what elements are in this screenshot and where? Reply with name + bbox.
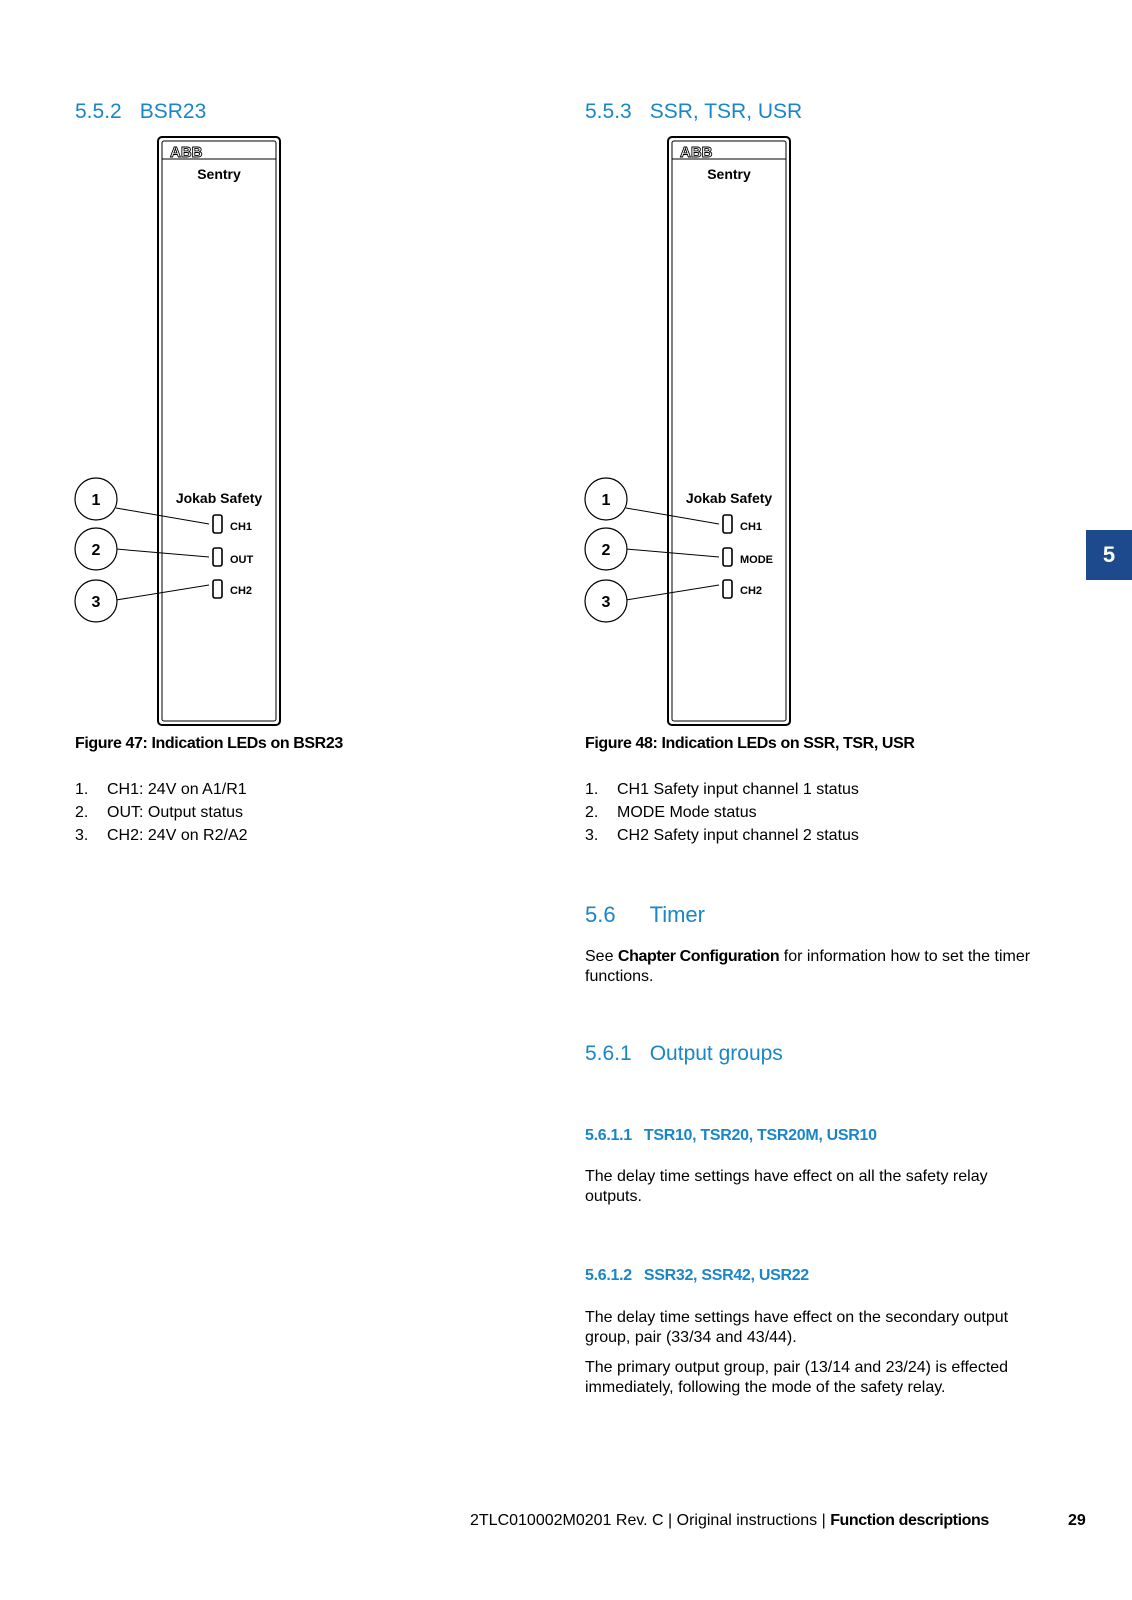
section-heading-5-5-3 bbox=[585, 100, 802, 124]
led-ch2-label: CH2 bbox=[740, 585, 763, 597]
page-number: 29 bbox=[1068, 1512, 1086, 1529]
led-ch1-label: CH1 bbox=[230, 521, 253, 533]
timer-text-post: for information how to set the timer functions. bbox=[585, 948, 1031, 985]
sub2-paragraph-2: The primary output group, pair (13/14 and 23/24) is effected immediately, following the mode of the safety relay. bbox=[585, 1359, 1009, 1396]
list-text: OUT: Output status bbox=[107, 804, 244, 821]
led-ch1 bbox=[213, 515, 222, 533]
led-mode bbox=[723, 548, 732, 566]
sub1-paragraph: The delay time settings have effect on all the safety relay outputs. bbox=[585, 1168, 988, 1205]
list-number: 2. bbox=[75, 804, 89, 821]
figure-47-caption: Figure 47: Indication LEDs on BSR23 bbox=[75, 735, 343, 752]
list-text: CH1 Safety input channel 1 status bbox=[617, 781, 859, 798]
ssr-tsr-usr-led-list bbox=[585, 778, 859, 847]
list-text: CH2: 24V on R2/A2 bbox=[107, 827, 248, 844]
led-ch2 bbox=[213, 580, 222, 598]
heading-number: 5.6.1 bbox=[585, 1042, 632, 1065]
list-item bbox=[75, 778, 248, 801]
heading-title: TSR10, TSR20, TSR20M, USR10 bbox=[643, 1127, 877, 1144]
heading-title: BSR23 bbox=[139, 100, 207, 123]
abb-logo: ABB bbox=[170, 144, 203, 161]
timer-text-pre: See bbox=[585, 948, 618, 965]
figure-48-caption: Figure 48: Indication LEDs on SSR, TSR, USR bbox=[585, 735, 915, 752]
heading-number: 5.5.3 bbox=[585, 100, 632, 123]
callout-number-2: 2 bbox=[91, 542, 101, 559]
relay-housing bbox=[158, 137, 280, 725]
list-item bbox=[585, 778, 859, 801]
timer-paragraph bbox=[585, 947, 1065, 987]
list-text: CH2 Safety input channel 2 status bbox=[617, 827, 859, 844]
list-item bbox=[75, 801, 248, 824]
sentry-label: Sentry bbox=[707, 166, 751, 182]
led-ch1-label: CH1 bbox=[740, 521, 763, 533]
heading-title: SSR, TSR, USR bbox=[649, 100, 803, 123]
chapter-tab: 5 bbox=[1086, 530, 1132, 580]
list-number: 3. bbox=[585, 827, 599, 844]
callout-number-3: 3 bbox=[601, 594, 611, 611]
list-number: 2. bbox=[585, 804, 599, 821]
heading-number: 5.6.1.1 bbox=[585, 1127, 632, 1144]
sentry-label: Sentry bbox=[197, 166, 241, 182]
heading-number: 5.6 bbox=[585, 902, 616, 927]
section-heading-5-5-2 bbox=[75, 100, 206, 124]
section-heading-5-6-1-1 bbox=[585, 1127, 877, 1145]
heading-number: 5.6.1.2 bbox=[585, 1267, 632, 1284]
footer-section: Function descriptions bbox=[830, 1512, 989, 1529]
heading-title: SSR32, SSR42, USR22 bbox=[643, 1267, 809, 1284]
footer-doc-ref: 2TLC010002M0201 Rev. C | Original instructions | bbox=[470, 1512, 831, 1529]
list-text: CH1: 24V on A1/R1 bbox=[107, 781, 247, 798]
led-ch2-label: CH2 bbox=[230, 585, 253, 597]
sub2-paragraph-1: The delay time settings have effect on the secondary output group, pair (33/34 and 43/44). bbox=[585, 1309, 1009, 1346]
bsr23-led-diagram bbox=[70, 135, 300, 735]
callout-number-3: 3 bbox=[91, 594, 101, 611]
bsr23-led-list bbox=[75, 778, 248, 847]
section-heading-5-6-1 bbox=[585, 1042, 783, 1066]
relay-housing bbox=[668, 137, 790, 725]
led-ch2 bbox=[723, 580, 732, 598]
page-footer bbox=[470, 1512, 989, 1530]
jokab-safety-label: Jokab Safety bbox=[685, 490, 773, 506]
list-number: 3. bbox=[75, 827, 89, 844]
list-item bbox=[75, 824, 248, 847]
callout-number-1: 1 bbox=[91, 492, 101, 509]
callout-number-1: 1 bbox=[601, 492, 611, 509]
list-text: MODE Mode status bbox=[617, 804, 757, 821]
led-out bbox=[213, 548, 222, 566]
heading-number: 5.5.2 bbox=[75, 100, 122, 123]
led-ch1 bbox=[723, 515, 732, 533]
abb-logo: ABB bbox=[680, 144, 713, 161]
section-heading-5-6-1-2 bbox=[585, 1267, 809, 1285]
ssr-tsr-usr-led-diagram bbox=[580, 135, 810, 735]
callout-number-2: 2 bbox=[601, 542, 611, 559]
list-number: 1. bbox=[75, 781, 89, 798]
heading-title: Output groups bbox=[649, 1042, 783, 1065]
jokab-safety-label: Jokab Safety bbox=[175, 490, 263, 506]
list-item bbox=[585, 801, 859, 824]
led-out-label: OUT bbox=[230, 554, 254, 566]
heading-title: Timer bbox=[649, 902, 705, 927]
led-mode-label: MODE bbox=[740, 554, 773, 566]
chapter-configuration-ref: Chapter Configuration bbox=[617, 948, 780, 965]
section-heading-5-6 bbox=[585, 902, 705, 928]
list-number: 1. bbox=[585, 781, 599, 798]
list-item bbox=[585, 824, 859, 847]
